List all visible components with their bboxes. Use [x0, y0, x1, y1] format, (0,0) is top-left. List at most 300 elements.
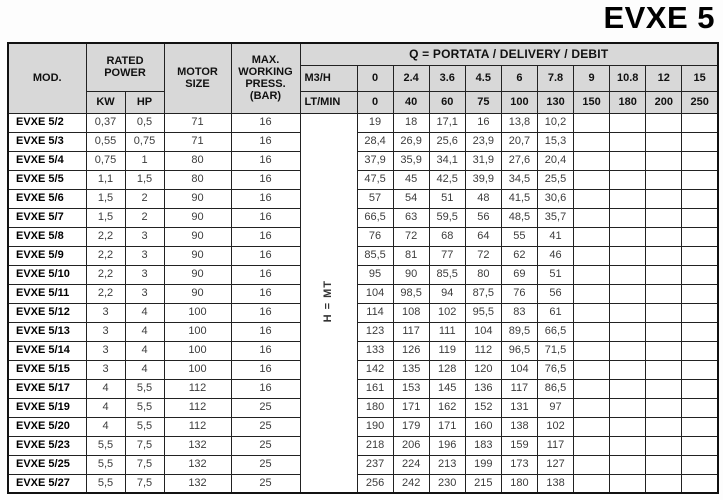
head-value-cell: [610, 132, 646, 151]
head-value-cell: [610, 284, 646, 303]
ltmin-value: 60: [429, 91, 465, 113]
head-value-cell: 120: [465, 360, 501, 379]
ltmin-value: 75: [465, 91, 501, 113]
head-value-cell: 123: [357, 322, 393, 341]
kw-cell: 2,2: [86, 284, 125, 303]
hp-cell: 4: [125, 360, 164, 379]
head-value-cell: 215: [465, 474, 501, 493]
head-value-cell: [610, 208, 646, 227]
head-value-cell: 161: [357, 379, 393, 398]
hp-cell: 3: [125, 246, 164, 265]
hp-cell: 1,5: [125, 170, 164, 189]
head-value-cell: 57: [357, 189, 393, 208]
hp-cell: 5,5: [125, 398, 164, 417]
ltmin-value: 100: [501, 91, 537, 113]
head-value-cell: 86,5: [537, 379, 573, 398]
max-press-cell: 16: [231, 113, 300, 132]
model-cell: EVXE 5/27: [8, 474, 86, 493]
ltmin-value: 250: [682, 91, 718, 113]
head-value-cell: 138: [537, 474, 573, 493]
head-value-cell: [682, 189, 718, 208]
head-value-cell: 66,5: [537, 322, 573, 341]
head-value-cell: [610, 322, 646, 341]
head-value-cell: 95: [357, 265, 393, 284]
table-row: [8, 474, 718, 493]
head-value-cell: 27,6: [501, 151, 537, 170]
max-press-cell: 16: [231, 170, 300, 189]
m3h-value: 15: [682, 65, 718, 91]
head-value-cell: 87,5: [465, 284, 501, 303]
m3h-value: 3.6: [429, 65, 465, 91]
head-value-cell: [574, 189, 610, 208]
table-row: [8, 455, 718, 474]
head-value-cell: [682, 246, 718, 265]
kw-cell: 3: [86, 341, 125, 360]
head-value-cell: 17,1: [429, 113, 465, 132]
head-value-cell: [682, 455, 718, 474]
kw-cell: 1,5: [86, 189, 125, 208]
head-value-cell: [574, 474, 610, 493]
head-value-cell: 117: [501, 379, 537, 398]
head-value-cell: 31,9: [465, 151, 501, 170]
max-press-cell: 16: [231, 189, 300, 208]
hp-cell: 3: [125, 227, 164, 246]
head-value-cell: 133: [357, 341, 393, 360]
head-value-cell: [682, 379, 718, 398]
head-value-cell: 90: [393, 265, 429, 284]
head-value-cell: 25,6: [429, 132, 465, 151]
model-cell: EVXE 5/5: [8, 170, 86, 189]
motor-size-cell: 71: [164, 132, 231, 151]
head-value-cell: [646, 303, 682, 322]
head-value-cell: 37,9: [357, 151, 393, 170]
head-value-cell: 77: [429, 246, 465, 265]
model-cell: EVXE 5/2: [8, 113, 86, 132]
kw-cell: 1,1: [86, 170, 125, 189]
head-value-cell: [574, 398, 610, 417]
head-value-cell: [574, 265, 610, 284]
head-value-cell: 25,5: [537, 170, 573, 189]
head-value-cell: [574, 417, 610, 436]
table-row: [8, 132, 718, 151]
head-value-cell: 117: [393, 322, 429, 341]
model-cell: EVXE 5/17: [8, 379, 86, 398]
hp-cell: 0,75: [125, 132, 164, 151]
m3h-value: 12: [646, 65, 682, 91]
head-value-cell: 114: [357, 303, 393, 322]
head-value-cell: 51: [537, 265, 573, 284]
m3h-value: 7.8: [537, 65, 573, 91]
head-value-cell: 76: [357, 227, 393, 246]
kw-cell: 3: [86, 322, 125, 341]
head-value-cell: 196: [429, 436, 465, 455]
head-value-cell: [682, 113, 718, 132]
head-value-cell: [574, 170, 610, 189]
col-header-hp: HP: [125, 91, 164, 113]
head-value-cell: [682, 303, 718, 322]
kw-cell: 0,75: [86, 151, 125, 170]
motor-size-cell: 112: [164, 398, 231, 417]
head-value-cell: 39,9: [465, 170, 501, 189]
col-header-delivery: Q = PORTATA / DELIVERY / DEBIT: [300, 43, 718, 65]
m3h-value: 10.8: [610, 65, 646, 91]
head-value-cell: 28,4: [357, 132, 393, 151]
head-value-cell: [682, 341, 718, 360]
head-value-cell: 19: [357, 113, 393, 132]
head-value-cell: 83: [501, 303, 537, 322]
table-row: [8, 322, 718, 341]
head-value-cell: 76,5: [537, 360, 573, 379]
head-value-cell: 46: [537, 246, 573, 265]
head-value-cell: 135: [393, 360, 429, 379]
model-cell: EVXE 5/12: [8, 303, 86, 322]
head-value-cell: 218: [357, 436, 393, 455]
max-press-cell: 16: [231, 341, 300, 360]
head-value-cell: 23,9: [465, 132, 501, 151]
max-press-cell: 16: [231, 303, 300, 322]
header-row-ltmin: [8, 91, 718, 113]
model-cell: EVXE 5/19: [8, 398, 86, 417]
ltmin-value: 40: [393, 91, 429, 113]
head-value-cell: 95,5: [465, 303, 501, 322]
head-value-cell: 69: [501, 265, 537, 284]
motor-size-cell: 112: [164, 417, 231, 436]
head-value-cell: [646, 379, 682, 398]
motor-size-cell: 100: [164, 303, 231, 322]
head-value-cell: 62: [501, 246, 537, 265]
head-value-cell: [646, 113, 682, 132]
ltmin-value: 180: [610, 91, 646, 113]
max-press-cell: 16: [231, 132, 300, 151]
head-value-cell: 145: [429, 379, 465, 398]
head-value-cell: [574, 436, 610, 455]
max-press-cell: 16: [231, 322, 300, 341]
kw-cell: 5,5: [86, 455, 125, 474]
motor-size-cell: 90: [164, 265, 231, 284]
head-value-cell: 237: [357, 455, 393, 474]
head-value-cell: 179: [393, 417, 429, 436]
head-value-cell: [646, 170, 682, 189]
head-value-cell: [646, 151, 682, 170]
head-value-cell: [646, 474, 682, 493]
head-value-cell: [610, 417, 646, 436]
hp-cell: 1: [125, 151, 164, 170]
head-value-cell: 64: [465, 227, 501, 246]
table-header: [8, 43, 718, 113]
model-cell: EVXE 5/8: [8, 227, 86, 246]
head-value-cell: 112: [465, 341, 501, 360]
ltmin-value: 0: [357, 91, 393, 113]
head-value-cell: 20,4: [537, 151, 573, 170]
header-row-top: [8, 43, 718, 65]
kw-cell: 4: [86, 379, 125, 398]
head-value-cell: 55: [501, 227, 537, 246]
head-value-cell: 94: [429, 284, 465, 303]
head-value-cell: [574, 360, 610, 379]
kw-cell: 4: [86, 417, 125, 436]
kw-cell: 3: [86, 360, 125, 379]
head-value-cell: [610, 265, 646, 284]
model-cell: EVXE 5/9: [8, 246, 86, 265]
motor-size-cell: 112: [164, 379, 231, 398]
head-value-cell: 96,5: [501, 341, 537, 360]
head-value-cell: 206: [393, 436, 429, 455]
head-value-cell: [682, 265, 718, 284]
head-value-cell: [610, 227, 646, 246]
motor-size-cell: 132: [164, 474, 231, 493]
max-press-cell: 25: [231, 417, 300, 436]
head-value-cell: 108: [393, 303, 429, 322]
head-value-cell: [646, 227, 682, 246]
head-value-cell: [646, 322, 682, 341]
motor-size-cell: 71: [164, 113, 231, 132]
hp-cell: 5,5: [125, 417, 164, 436]
head-value-cell: [646, 284, 682, 303]
head-value-cell: 35,9: [393, 151, 429, 170]
model-cell: EVXE 5/15: [8, 360, 86, 379]
head-value-cell: 230: [429, 474, 465, 493]
model-cell: EVXE 5/4: [8, 151, 86, 170]
head-value-cell: [574, 322, 610, 341]
head-value-cell: 16: [465, 113, 501, 132]
m3h-value: 2.4: [393, 65, 429, 91]
head-value-cell: 63: [393, 208, 429, 227]
head-value-cell: 117: [537, 436, 573, 455]
motor-size-cell: 100: [164, 360, 231, 379]
col-header-kw: KW: [86, 91, 125, 113]
head-value-cell: 18: [393, 113, 429, 132]
col-header-mod: MOD.: [8, 43, 86, 113]
hp-cell: 7,5: [125, 474, 164, 493]
hp-cell: 3: [125, 284, 164, 303]
head-value-cell: 104: [357, 284, 393, 303]
table-row: [8, 341, 718, 360]
table-row: [8, 417, 718, 436]
head-value-cell: [574, 227, 610, 246]
max-press-cell: 16: [231, 151, 300, 170]
head-value-cell: 142: [357, 360, 393, 379]
head-value-cell: [682, 208, 718, 227]
head-value-cell: 41,5: [501, 189, 537, 208]
head-value-cell: [646, 132, 682, 151]
m3h-value: 0: [357, 65, 393, 91]
hp-cell: 0,5: [125, 113, 164, 132]
motor-size-cell: 80: [164, 151, 231, 170]
head-value-cell: 98,5: [393, 284, 429, 303]
head-value-cell: 173: [501, 455, 537, 474]
head-value-cell: [574, 379, 610, 398]
model-cell: EVXE 5/13: [8, 322, 86, 341]
model-cell: EVXE 5/10: [8, 265, 86, 284]
head-value-cell: [646, 265, 682, 284]
max-press-cell: 16: [231, 360, 300, 379]
head-value-cell: [682, 436, 718, 455]
head-value-cell: 15,3: [537, 132, 573, 151]
head-value-cell: 72: [465, 246, 501, 265]
head-value-cell: [682, 284, 718, 303]
head-value-cell: 104: [501, 360, 537, 379]
head-value-cell: 162: [429, 398, 465, 417]
head-value-cell: [574, 455, 610, 474]
head-value-cell: [574, 246, 610, 265]
head-value-cell: 80: [465, 265, 501, 284]
ltmin-value: 200: [646, 91, 682, 113]
table-row: [8, 360, 718, 379]
head-value-cell: 126: [393, 341, 429, 360]
head-value-cell: [574, 284, 610, 303]
head-unit-label: H = MT: [322, 280, 334, 323]
col-header-rated-power: RATED POWER: [86, 43, 164, 91]
hp-cell: 4: [125, 322, 164, 341]
kw-cell: 2,2: [86, 227, 125, 246]
head-value-cell: 42,5: [429, 170, 465, 189]
kw-cell: 0,37: [86, 113, 125, 132]
head-value-cell: 68: [429, 227, 465, 246]
head-value-cell: 180: [357, 398, 393, 417]
m3h-label: M3/H: [300, 65, 357, 91]
max-press-cell: 16: [231, 265, 300, 284]
head-value-cell: 224: [393, 455, 429, 474]
m3h-value: 6: [501, 65, 537, 91]
head-value-cell: [682, 322, 718, 341]
head-value-cell: [574, 151, 610, 170]
head-value-cell: 256: [357, 474, 393, 493]
kw-cell: 5,5: [86, 436, 125, 455]
head-value-cell: [610, 151, 646, 170]
ltmin-value: 150: [574, 91, 610, 113]
kw-cell: 1,5: [86, 208, 125, 227]
hp-cell: 7,5: [125, 455, 164, 474]
table-row: [8, 189, 718, 208]
head-value-cell: [610, 360, 646, 379]
head-value-cell: [610, 189, 646, 208]
head-value-cell: 183: [465, 436, 501, 455]
head-value-cell: 138: [501, 417, 537, 436]
head-value-cell: 213: [429, 455, 465, 474]
head-value-cell: 159: [501, 436, 537, 455]
table-row: [8, 379, 718, 398]
page-title: EVXE 5: [603, 0, 715, 35]
motor-size-cell: 132: [164, 455, 231, 474]
ltmin-label: LT/MIN: [300, 91, 357, 113]
head-value-cell: 160: [465, 417, 501, 436]
head-value-cell: 30,6: [537, 189, 573, 208]
head-value-cell: 171: [393, 398, 429, 417]
head-value-cell: 72: [393, 227, 429, 246]
hp-cell: 2: [125, 189, 164, 208]
head-value-cell: [682, 360, 718, 379]
head-value-cell: 10,2: [537, 113, 573, 132]
head-value-cell: 180: [501, 474, 537, 493]
head-value-cell: 131: [501, 398, 537, 417]
head-value-cell: 102: [429, 303, 465, 322]
head-value-cell: 41: [537, 227, 573, 246]
head-value-cell: 128: [429, 360, 465, 379]
head-value-cell: [682, 151, 718, 170]
motor-size-cell: 90: [164, 246, 231, 265]
hp-cell: 4: [125, 341, 164, 360]
head-value-cell: 47,5: [357, 170, 393, 189]
head-value-cell: [610, 455, 646, 474]
head-value-cell: [610, 436, 646, 455]
col-header-max-press: MAX. WORKING PRESS. (BAR): [231, 43, 300, 113]
head-value-cell: 34,1: [429, 151, 465, 170]
max-press-cell: 25: [231, 474, 300, 493]
model-cell: EVXE 5/20: [8, 417, 86, 436]
head-value-cell: [646, 455, 682, 474]
max-press-cell: 16: [231, 208, 300, 227]
head-value-cell: [646, 189, 682, 208]
head-value-cell: 48,5: [501, 208, 537, 227]
head-value-cell: 59,5: [429, 208, 465, 227]
head-value-cell: 76: [501, 284, 537, 303]
kw-cell: 2,2: [86, 246, 125, 265]
model-cell: EVXE 5/3: [8, 132, 86, 151]
head-value-cell: 45: [393, 170, 429, 189]
table-row: [8, 303, 718, 322]
head-value-cell: 242: [393, 474, 429, 493]
head-value-cell: 153: [393, 379, 429, 398]
table-body: [8, 113, 718, 493]
head-value-cell: 71,5: [537, 341, 573, 360]
pump-spec-table: [7, 42, 719, 494]
kw-cell: 2,2: [86, 265, 125, 284]
kw-cell: 5,5: [86, 474, 125, 493]
motor-size-cell: 90: [164, 284, 231, 303]
motor-size-cell: 90: [164, 208, 231, 227]
motor-size-cell: 90: [164, 189, 231, 208]
head-value-cell: 56: [465, 208, 501, 227]
model-cell: EVXE 5/7: [8, 208, 86, 227]
max-press-cell: 25: [231, 398, 300, 417]
kw-cell: 4: [86, 398, 125, 417]
head-value-cell: [682, 227, 718, 246]
m3h-value: 9: [574, 65, 610, 91]
head-value-cell: [610, 398, 646, 417]
model-cell: EVXE 5/14: [8, 341, 86, 360]
head-unit-cell: [300, 113, 357, 493]
head-value-cell: [646, 246, 682, 265]
head-value-cell: [574, 208, 610, 227]
head-value-cell: [610, 113, 646, 132]
head-value-cell: 111: [429, 322, 465, 341]
table-row: [8, 208, 718, 227]
head-value-cell: 119: [429, 341, 465, 360]
head-value-cell: 152: [465, 398, 501, 417]
head-value-cell: 20,7: [501, 132, 537, 151]
m3h-value: 4.5: [465, 65, 501, 91]
table-row: [8, 151, 718, 170]
head-value-cell: [574, 132, 610, 151]
hp-cell: 2: [125, 208, 164, 227]
head-value-cell: 81: [393, 246, 429, 265]
head-value-cell: 104: [465, 322, 501, 341]
kw-cell: 0,55: [86, 132, 125, 151]
model-cell: EVXE 5/6: [8, 189, 86, 208]
head-value-cell: 199: [465, 455, 501, 474]
hp-cell: 4: [125, 303, 164, 322]
hp-cell: 7,5: [125, 436, 164, 455]
model-cell: EVXE 5/25: [8, 455, 86, 474]
head-value-cell: 48: [465, 189, 501, 208]
head-value-cell: [610, 303, 646, 322]
head-value-cell: 35,7: [537, 208, 573, 227]
head-value-cell: [682, 398, 718, 417]
motor-size-cell: 100: [164, 341, 231, 360]
head-value-cell: 61: [537, 303, 573, 322]
head-value-cell: 34,5: [501, 170, 537, 189]
model-cell: EVXE 5/23: [8, 436, 86, 455]
